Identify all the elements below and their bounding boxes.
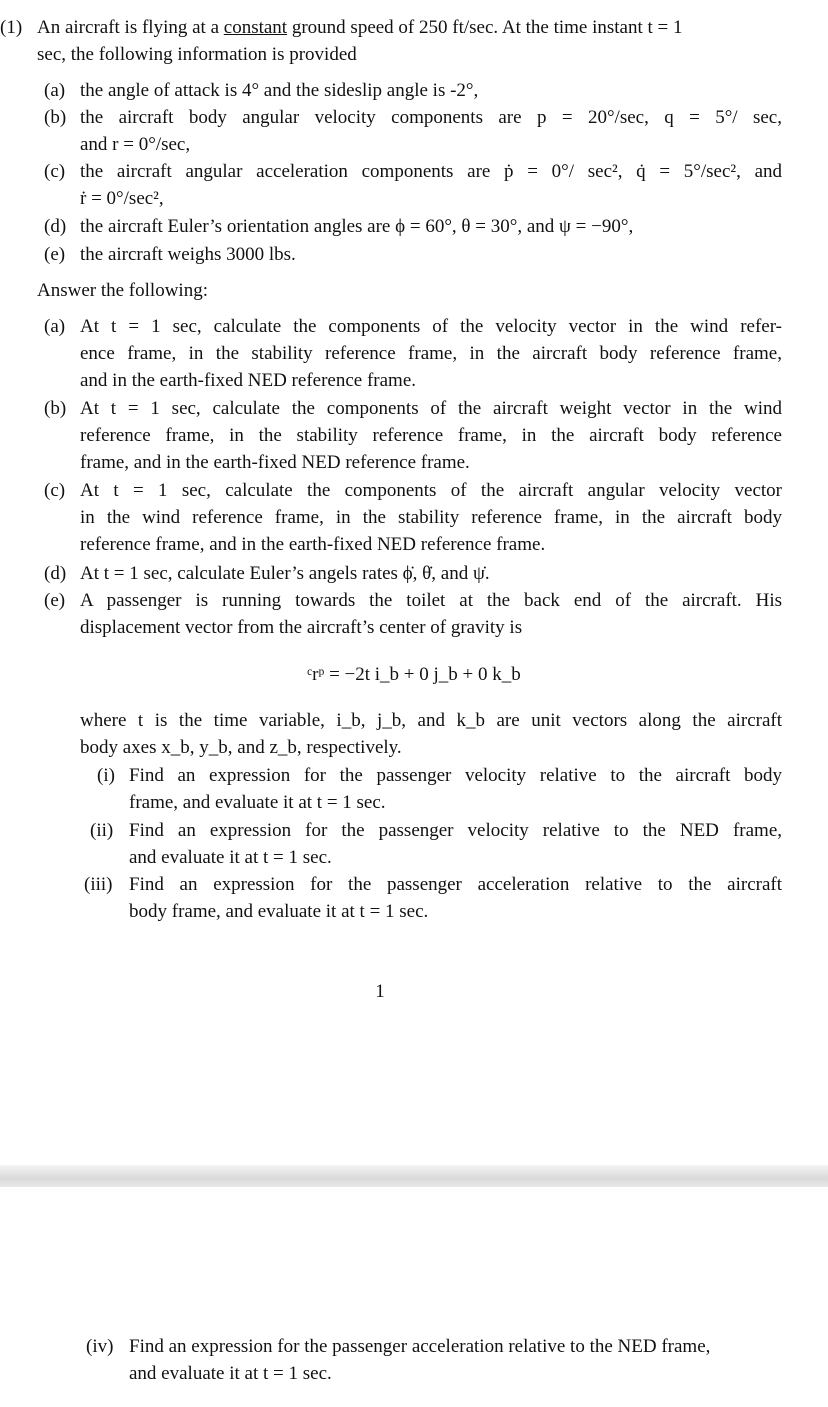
question-e-line-2: displacement vector from the aircraft’s center of gravity is <box>80 617 523 638</box>
question-e-line-1: A passenger is running towards the toilet at the back end of the aircraft. His <box>80 590 782 611</box>
question-a-line-3: and in the earth-fixed NED reference frame. <box>80 370 417 391</box>
question-c-line-3: reference frame, and in the earth-fixed NED reference frame. <box>80 534 546 555</box>
question-b-line-2: reference frame, in the stability reference frame, in the aircraft body reference <box>80 425 782 446</box>
subquestion-label-i: (i) <box>97 765 115 786</box>
given-e-line-1: the aircraft weighs 3000 lbs. <box>80 244 296 265</box>
page-separator <box>0 1165 828 1187</box>
given-label-b: (b) <box>44 107 67 128</box>
question-label-a: (a) <box>44 316 66 337</box>
given-a-line-1: the angle of attack is 4° and the sideslip angle is -2°, <box>80 80 479 101</box>
subquestion-iii-line-2: body frame, and evaluate it at t = 1 sec. <box>129 901 429 922</box>
subquestion-ii-line-2: and evaluate it at t = 1 sec. <box>129 847 332 868</box>
given-b-line-1: the aircraft body angular velocity components are p = 20°/sec, q = 5°/ sec, <box>80 107 782 128</box>
question-label-d: (d) <box>44 563 67 584</box>
subquestion-label-ii: (ii) <box>90 820 114 841</box>
displacement-equation: ᶜrᵖ = −2t i_b + 0 j_b + 0 k_b <box>307 664 521 685</box>
subquestion-iii-line-1: Find an expression for the passenger acceleration relative to the aircraft <box>129 874 782 895</box>
question-label-c: (c) <box>44 480 66 501</box>
constant-underlined: constant <box>223 17 288 38</box>
question-b-line-1: At t = 1 sec, calculate the components of the aircraft weight vector in the wind <box>80 398 782 419</box>
question-label-b: (b) <box>44 398 67 419</box>
given-d-line-1: the aircraft Euler’s orientation angles are ϕ = 60°, θ = 30°, and ψ = −90°, <box>80 216 634 237</box>
given-c-line-2: ṙ = 0°/sec², <box>80 188 164 209</box>
page-2 <box>0 1187 828 1407</box>
question-a-line-2: ence frame, in the stability reference frame, in the aircraft body reference frame, <box>80 343 782 364</box>
given-label-e: (e) <box>44 244 66 265</box>
subquestion-iv-line-2: and evaluate it at t = 1 sec. <box>129 1363 332 1384</box>
page-number: 1 <box>375 981 385 1002</box>
subquestion-ii-line-1: Find an expression for the passenger velocity relative to the NED frame, <box>129 820 782 841</box>
subquestion-iv-line-1: Find an expression for the passenger acceleration relative to the NED frame, <box>129 1336 711 1357</box>
subquestion-label-iii: (iii) <box>84 874 113 895</box>
given-label-d: (d) <box>44 216 67 237</box>
question-d-line-1: At t = 1 sec, calculate Euler’s angels rates ϕ̇, θ̇, and ψ̇. <box>80 563 490 584</box>
where-line-1: where t is the time variable, i_b, j_b, and k_b are unit vectors along the aircraft <box>80 710 782 731</box>
given-c-line-1: the aircraft angular acceleration components are ṗ = 0°/ sec², q̇ = 5°/sec², and <box>80 161 782 182</box>
intro-line-1: An aircraft is flying at a constant ground speed of 250 ft/sec. At the time instant t = 1 <box>37 17 683 38</box>
subquestion-label-iv: (iv) <box>86 1336 114 1357</box>
subquestion-i-line-2: frame, and evaluate it at t = 1 sec. <box>129 792 386 813</box>
question-c-line-1: At t = 1 sec, calculate the components of the aircraft angular velocity vector <box>80 480 782 501</box>
where-line-2: body axes x_b, y_b, and z_b, respectively. <box>80 737 402 758</box>
given-b-line-2: and r = 0°/sec, <box>80 134 191 155</box>
question-label-e: (e) <box>44 590 66 611</box>
intro-line-2: sec, the following information is provided <box>37 44 357 65</box>
question-c-line-2: in the wind reference frame, in the stability reference frame, in the aircraft body <box>80 507 782 528</box>
given-label-a: (a) <box>44 80 66 101</box>
subquestion-i-line-1: Find an expression for the passenger velocity relative to the aircraft body <box>129 765 782 786</box>
question-b-line-3: frame, and in the earth-fixed NED reference frame. <box>80 452 470 473</box>
given-label-c: (c) <box>44 161 66 182</box>
answer-heading: Answer the following: <box>37 280 208 301</box>
question-a-line-1: At t = 1 sec, calculate the components of the velocity vector in the wind refer- <box>80 316 782 337</box>
problem-number: (1) <box>0 17 23 38</box>
